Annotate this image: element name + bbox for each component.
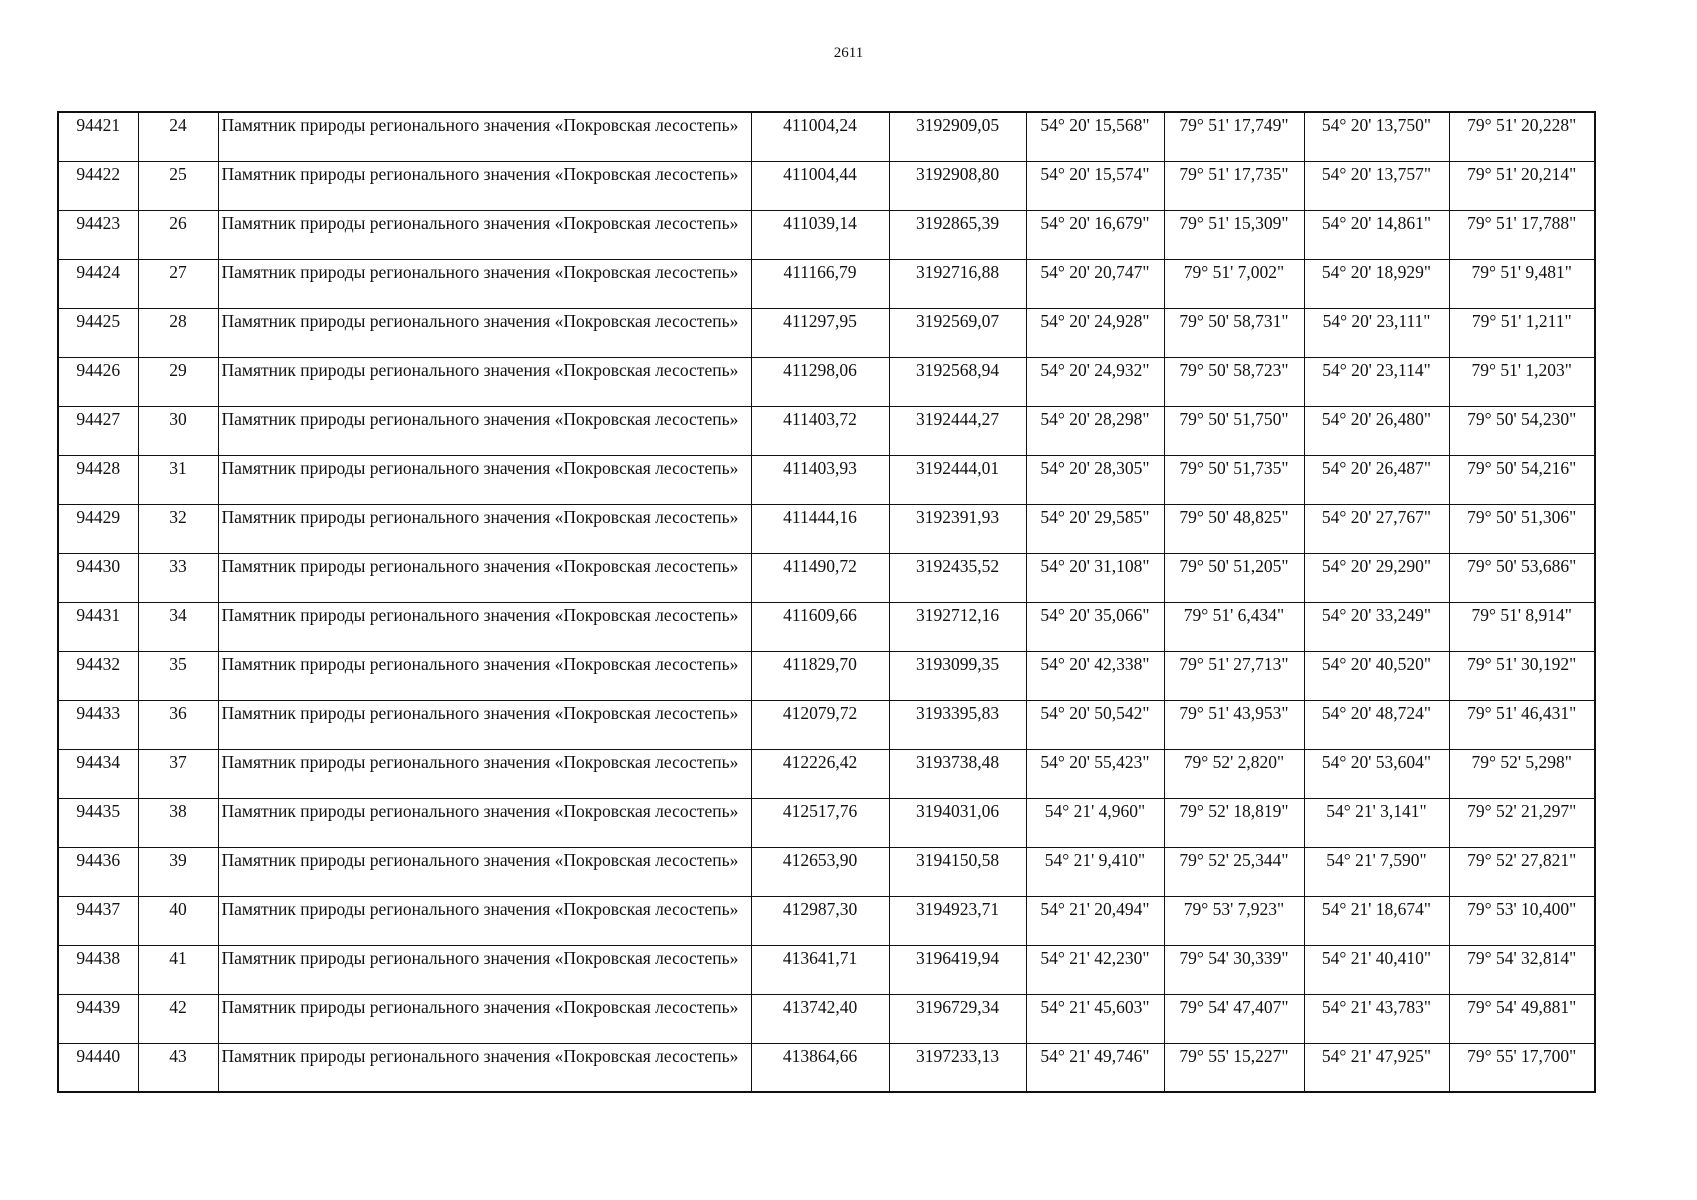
cell-point-number: 29 — [138, 357, 218, 406]
cell-coord-x: 412517,76 — [751, 798, 889, 847]
cell-object-name: Памятник природы регионального значения «Покровская лесостепь» — [218, 210, 751, 259]
cell-coord-y: 3192391,93 — [889, 504, 1026, 553]
cell-coord-y: 3192712,16 — [889, 602, 1026, 651]
cell-coord-y: 3192865,39 — [889, 210, 1026, 259]
cell-latitude-1: 54° 20' 24,932" — [1026, 357, 1164, 406]
cell-record-id: 94439 — [58, 994, 138, 1043]
cell-longitude-1: 79° 52' 18,819" — [1164, 798, 1304, 847]
cell-object-name: Памятник природы регионального значения «Покровская лесостепь» — [218, 749, 751, 798]
cell-longitude-1: 79° 51' 27,713" — [1164, 651, 1304, 700]
cell-longitude-2: 79° 51' 46,431" — [1449, 700, 1595, 749]
cell-object-name: Памятник природы регионального значения «Покровская лесостепь» — [218, 700, 751, 749]
cell-record-id: 94431 — [58, 602, 138, 651]
cell-longitude-1: 79° 51' 6,434" — [1164, 602, 1304, 651]
cell-coord-y: 3192909,05 — [889, 112, 1026, 161]
cell-longitude-2: 79° 54' 49,881" — [1449, 994, 1595, 1043]
cell-object-name: Памятник природы регионального значения «Покровская лесостепь» — [218, 945, 751, 994]
table-row — [58, 1043, 1595, 1092]
cell-record-id: 94434 — [58, 749, 138, 798]
cell-point-number: 33 — [138, 553, 218, 602]
cell-object-name: Памятник природы регионального значения «Покровская лесостепь» — [218, 602, 751, 651]
cell-coord-x: 411004,44 — [751, 161, 889, 210]
cell-coord-y: 3193738,48 — [889, 749, 1026, 798]
cell-point-number: 43 — [138, 1043, 218, 1092]
cell-point-number: 42 — [138, 994, 218, 1043]
cell-coord-y: 3194150,58 — [889, 847, 1026, 896]
cell-record-id: 94440 — [58, 1043, 138, 1092]
cell-record-id: 94430 — [58, 553, 138, 602]
cell-record-id: 94429 — [58, 504, 138, 553]
cell-coord-y: 3192444,01 — [889, 455, 1026, 504]
cell-record-id: 94436 — [58, 847, 138, 896]
cell-latitude-2: 54° 20' 33,249" — [1304, 602, 1449, 651]
cell-coord-y: 3196419,94 — [889, 945, 1026, 994]
cell-latitude-2: 54° 20' 29,290" — [1304, 553, 1449, 602]
cell-object-name: Памятник природы регионального значения «Покровская лесостепь» — [218, 553, 751, 602]
cell-longitude-2: 79° 50' 53,686" — [1449, 553, 1595, 602]
cell-longitude-1: 79° 53' 7,923" — [1164, 896, 1304, 945]
cell-coord-x: 411004,24 — [751, 112, 889, 161]
cell-longitude-2: 79° 52' 5,298" — [1449, 749, 1595, 798]
cell-latitude-2: 54° 21' 18,674" — [1304, 896, 1449, 945]
cell-point-number: 36 — [138, 700, 218, 749]
cell-point-number: 39 — [138, 847, 218, 896]
cell-point-number: 37 — [138, 749, 218, 798]
table-row — [58, 994, 1595, 1043]
cell-latitude-1: 54° 20' 16,679" — [1026, 210, 1164, 259]
cell-record-id: 94428 — [58, 455, 138, 504]
cell-coord-x: 413641,71 — [751, 945, 889, 994]
cell-coord-x: 413742,40 — [751, 994, 889, 1043]
cell-point-number: 34 — [138, 602, 218, 651]
page-number: 2611 — [833, 45, 864, 61]
cell-record-id: 94421 — [58, 112, 138, 161]
cell-point-number: 30 — [138, 406, 218, 455]
cell-record-id: 94427 — [58, 406, 138, 455]
cell-latitude-1: 54° 20' 28,298" — [1026, 406, 1164, 455]
table-row — [58, 749, 1595, 798]
cell-latitude-2: 54° 20' 40,520" — [1304, 651, 1449, 700]
cell-point-number: 31 — [138, 455, 218, 504]
cell-latitude-2: 54° 20' 13,757" — [1304, 161, 1449, 210]
cell-latitude-1: 54° 20' 29,585" — [1026, 504, 1164, 553]
cell-latitude-1: 54° 20' 35,066" — [1026, 602, 1164, 651]
cell-coord-x: 411403,93 — [751, 455, 889, 504]
cell-record-id: 94426 — [58, 357, 138, 406]
cell-latitude-2: 54° 20' 26,480" — [1304, 406, 1449, 455]
cell-object-name: Памятник природы регионального значения «Покровская лесостепь» — [218, 259, 751, 308]
cell-object-name: Памятник природы регионального значения «Покровская лесостепь» — [218, 455, 751, 504]
cell-coord-y: 3192569,07 — [889, 308, 1026, 357]
cell-record-id: 94423 — [58, 210, 138, 259]
cell-longitude-1: 79° 51' 43,953" — [1164, 700, 1304, 749]
cell-longitude-2: 79° 52' 27,821" — [1449, 847, 1595, 896]
cell-coord-x: 411829,70 — [751, 651, 889, 700]
table-row — [58, 896, 1595, 945]
cell-longitude-1: 79° 51' 15,309" — [1164, 210, 1304, 259]
cell-longitude-1: 79° 50' 51,750" — [1164, 406, 1304, 455]
cell-object-name: Памятник природы регионального значения «Покровская лесостепь» — [218, 1043, 751, 1092]
cell-latitude-1: 54° 21' 45,603" — [1026, 994, 1164, 1043]
cell-object-name: Памятник природы регионального значения «Покровская лесостепь» — [218, 308, 751, 357]
cell-latitude-2: 54° 21' 3,141" — [1304, 798, 1449, 847]
cell-coord-x: 411298,06 — [751, 357, 889, 406]
table-row — [58, 847, 1595, 896]
cell-longitude-1: 79° 54' 47,407" — [1164, 994, 1304, 1043]
table-row — [58, 455, 1595, 504]
cell-object-name: Памятник природы регионального значения «Покровская лесостепь» — [218, 994, 751, 1043]
cell-longitude-1: 79° 50' 48,825" — [1164, 504, 1304, 553]
cell-longitude-1: 79° 51' 17,735" — [1164, 161, 1304, 210]
cell-record-id: 94425 — [58, 308, 138, 357]
cell-point-number: 25 — [138, 161, 218, 210]
cell-latitude-1: 54° 20' 31,108" — [1026, 553, 1164, 602]
cell-latitude-1: 54° 21' 4,960" — [1026, 798, 1164, 847]
cell-longitude-2: 79° 51' 30,192" — [1449, 651, 1595, 700]
cell-latitude-2: 54° 20' 48,724" — [1304, 700, 1449, 749]
cell-latitude-1: 54° 20' 20,747" — [1026, 259, 1164, 308]
cell-record-id: 94438 — [58, 945, 138, 994]
cell-record-id: 94435 — [58, 798, 138, 847]
cell-record-id: 94422 — [58, 161, 138, 210]
cell-coord-x: 413864,66 — [751, 1043, 889, 1092]
cell-latitude-2: 54° 20' 26,487" — [1304, 455, 1449, 504]
cell-object-name: Памятник природы регионального значения «Покровская лесостепь» — [218, 651, 751, 700]
cell-coord-y: 3192435,52 — [889, 553, 1026, 602]
cell-coord-x: 411039,14 — [751, 210, 889, 259]
cell-latitude-1: 54° 20' 55,423" — [1026, 749, 1164, 798]
table-row — [58, 357, 1595, 406]
table-row — [58, 700, 1595, 749]
cell-coord-x: 411297,95 — [751, 308, 889, 357]
cell-longitude-1: 79° 54' 30,339" — [1164, 945, 1304, 994]
cell-longitude-2: 79° 54' 32,814" — [1449, 945, 1595, 994]
cell-coord-x: 412079,72 — [751, 700, 889, 749]
cell-longitude-2: 79° 52' 21,297" — [1449, 798, 1595, 847]
cell-longitude-2: 79° 51' 17,788" — [1449, 210, 1595, 259]
cell-latitude-1: 54° 21' 9,410" — [1026, 847, 1164, 896]
coordinates-table — [57, 111, 1596, 1093]
cell-coord-x: 411403,72 — [751, 406, 889, 455]
cell-longitude-2: 79° 51' 9,481" — [1449, 259, 1595, 308]
table-row — [58, 406, 1595, 455]
table-row — [58, 553, 1595, 602]
cell-latitude-2: 54° 20' 53,604" — [1304, 749, 1449, 798]
cell-longitude-2: 79° 50' 54,216" — [1449, 455, 1595, 504]
cell-latitude-2: 54° 21' 47,925" — [1304, 1043, 1449, 1092]
cell-coord-y: 3193395,83 — [889, 700, 1026, 749]
cell-latitude-2: 54° 20' 23,111" — [1304, 308, 1449, 357]
table-row — [58, 112, 1595, 161]
cell-longitude-2: 79° 51' 8,914" — [1449, 602, 1595, 651]
cell-object-name: Памятник природы регионального значения «Покровская лесостепь» — [218, 847, 751, 896]
cell-longitude-1: 79° 51' 7,002" — [1164, 259, 1304, 308]
table-row — [58, 602, 1595, 651]
cell-longitude-1: 79° 50' 51,205" — [1164, 553, 1304, 602]
cell-coord-x: 411444,16 — [751, 504, 889, 553]
table-row — [58, 308, 1595, 357]
cell-point-number: 26 — [138, 210, 218, 259]
cell-object-name: Памятник природы регионального значения «Покровская лесостепь» — [218, 161, 751, 210]
cell-latitude-1: 54° 20' 15,568" — [1026, 112, 1164, 161]
cell-longitude-2: 79° 51' 1,203" — [1449, 357, 1595, 406]
cell-latitude-1: 54° 20' 28,305" — [1026, 455, 1164, 504]
cell-coord-y: 3193099,35 — [889, 651, 1026, 700]
cell-record-id: 94437 — [58, 896, 138, 945]
cell-longitude-2: 79° 53' 10,400" — [1449, 896, 1595, 945]
cell-longitude-2: 79° 55' 17,700" — [1449, 1043, 1595, 1092]
cell-coord-y: 3196729,34 — [889, 994, 1026, 1043]
table-row — [58, 259, 1595, 308]
cell-latitude-1: 54° 20' 42,338" — [1026, 651, 1164, 700]
cell-longitude-1: 79° 51' 17,749" — [1164, 112, 1304, 161]
table-row — [58, 161, 1595, 210]
cell-latitude-2: 54° 20' 18,929" — [1304, 259, 1449, 308]
cell-latitude-1: 54° 21' 42,230" — [1026, 945, 1164, 994]
table-row — [58, 210, 1595, 259]
cell-latitude-1: 54° 21' 20,494" — [1026, 896, 1164, 945]
cell-coord-x: 411490,72 — [751, 553, 889, 602]
cell-latitude-2: 54° 21' 7,590" — [1304, 847, 1449, 896]
cell-latitude-1: 54° 20' 15,574" — [1026, 161, 1164, 210]
cell-coord-x: 411166,79 — [751, 259, 889, 308]
cell-coord-y: 3192908,80 — [889, 161, 1026, 210]
cell-point-number: 40 — [138, 896, 218, 945]
cell-point-number: 32 — [138, 504, 218, 553]
cell-record-id: 94424 — [58, 259, 138, 308]
cell-record-id: 94433 — [58, 700, 138, 749]
cell-coord-x: 412226,42 — [751, 749, 889, 798]
cell-point-number: 27 — [138, 259, 218, 308]
cell-coord-y: 3192568,94 — [889, 357, 1026, 406]
table-row — [58, 945, 1595, 994]
cell-latitude-2: 54° 20' 27,767" — [1304, 504, 1449, 553]
cell-latitude-2: 54° 20' 14,861" — [1304, 210, 1449, 259]
cell-longitude-1: 79° 50' 58,731" — [1164, 308, 1304, 357]
cell-longitude-1: 79° 52' 25,344" — [1164, 847, 1304, 896]
cell-longitude-2: 79° 51' 20,228" — [1449, 112, 1595, 161]
cell-coord-y: 3194031,06 — [889, 798, 1026, 847]
cell-longitude-1: 79° 55' 15,227" — [1164, 1043, 1304, 1092]
cell-coord-x: 412987,30 — [751, 896, 889, 945]
table-row — [58, 504, 1595, 553]
cell-point-number: 41 — [138, 945, 218, 994]
cell-point-number: 24 — [138, 112, 218, 161]
cell-longitude-2: 79° 51' 20,214" — [1449, 161, 1595, 210]
cell-coord-y: 3194923,71 — [889, 896, 1026, 945]
cell-longitude-1: 79° 50' 51,735" — [1164, 455, 1304, 504]
cell-object-name: Памятник природы регионального значения «Покровская лесостепь» — [218, 896, 751, 945]
cell-object-name: Памятник природы регионального значения «Покровская лесостепь» — [218, 504, 751, 553]
table-row — [58, 651, 1595, 700]
cell-coord-y: 3192444,27 — [889, 406, 1026, 455]
cell-object-name: Памятник природы регионального значения «Покровская лесостепь» — [218, 112, 751, 161]
cell-coord-x: 412653,90 — [751, 847, 889, 896]
cell-record-id: 94432 — [58, 651, 138, 700]
cell-latitude-1: 54° 21' 49,746" — [1026, 1043, 1164, 1092]
cell-longitude-1: 79° 52' 2,820" — [1164, 749, 1304, 798]
cell-point-number: 35 — [138, 651, 218, 700]
cell-latitude-1: 54° 20' 50,542" — [1026, 700, 1164, 749]
cell-coord-y: 3192716,88 — [889, 259, 1026, 308]
cell-coord-y: 3197233,13 — [889, 1043, 1026, 1092]
cell-latitude-2: 54° 21' 43,783" — [1304, 994, 1449, 1043]
cell-latitude-2: 54° 20' 13,750" — [1304, 112, 1449, 161]
cell-object-name: Памятник природы регионального значения «Покровская лесостепь» — [218, 406, 751, 455]
table-row — [58, 798, 1595, 847]
cell-object-name: Памятник природы регионального значения «Покровская лесостепь» — [218, 357, 751, 406]
cell-latitude-2: 54° 21' 40,410" — [1304, 945, 1449, 994]
cell-longitude-1: 79° 50' 58,723" — [1164, 357, 1304, 406]
table-body — [58, 112, 1595, 1092]
cell-latitude-2: 54° 20' 23,114" — [1304, 357, 1449, 406]
cell-point-number: 28 — [138, 308, 218, 357]
cell-longitude-2: 79° 50' 51,306" — [1449, 504, 1595, 553]
cell-longitude-2: 79° 50' 54,230" — [1449, 406, 1595, 455]
cell-object-name: Памятник природы регионального значения «Покровская лесостепь» — [218, 798, 751, 847]
cell-longitude-2: 79° 51' 1,211" — [1449, 308, 1595, 357]
cell-latitude-1: 54° 20' 24,928" — [1026, 308, 1164, 357]
cell-point-number: 38 — [138, 798, 218, 847]
cell-coord-x: 411609,66 — [751, 602, 889, 651]
